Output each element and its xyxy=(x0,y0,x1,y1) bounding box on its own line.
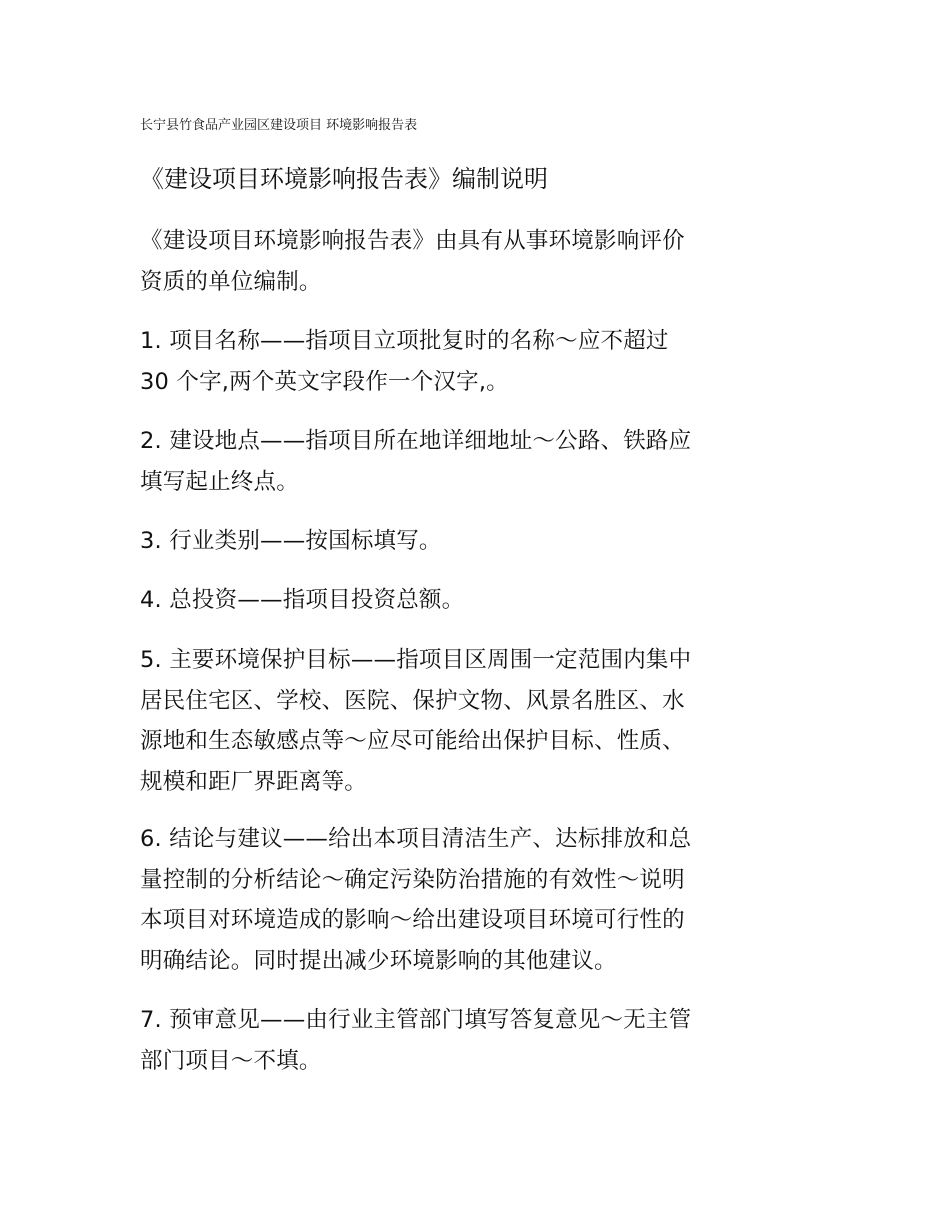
paragraph-line: 3. 行业类别——按国标填写。 xyxy=(140,528,442,554)
paragraph-line: 居民住宅区、学校、医院、保护文物、风景名胜区、水 xyxy=(140,687,685,714)
item-1-paragraph xyxy=(140,321,810,402)
paragraph-line: 明确结论。同时提出减少环境影响的其他建议。 xyxy=(140,947,617,974)
running-header: 长宁县竹食品产业园区建设项目 环境影响报告表 xyxy=(140,118,418,133)
intro-paragraph xyxy=(140,221,810,302)
item-3-paragraph xyxy=(140,521,810,562)
paragraph-line: 本项目对环境造成的影响～给出建设项目环境可行性的 xyxy=(140,907,685,933)
item-2-paragraph xyxy=(140,421,810,502)
item-6-paragraph xyxy=(140,819,810,981)
item-7-paragraph xyxy=(140,1000,810,1081)
paragraph-line: 7. 预审意见——由行业主管部门填写答复意见～无主管 xyxy=(140,1007,692,1033)
paragraph-line: 1. 项目名称——指项目立项批复时的名称～应不超过 xyxy=(140,328,669,354)
paragraph-line: 填写起止终点。 xyxy=(140,468,299,495)
paragraph-line: 源地和生态敏感点等～应尽可能给出保护目标、性质、 xyxy=(140,728,685,754)
paragraph-line: 规模和距厂界距离等。 xyxy=(140,768,368,795)
paragraph-line: 30 个字,两个英文字段作一个汉字,。 xyxy=(140,368,509,395)
paragraph-line: 4. 总投资——指项目投资总额。 xyxy=(140,587,465,613)
paragraph-line: 部门项目～不填。 xyxy=(140,1047,322,1074)
paragraph-line: 资质的单位编制。 xyxy=(140,268,322,295)
paragraph-line: 2. 建设地点——指项目所在地详细地址～公路、铁路应 xyxy=(140,428,692,454)
paragraph-line: 《建设项目环境影响报告表》由具有从事环境影响评价 xyxy=(140,228,685,254)
paragraph-line: 5. 主要环境保护目标——指项目区周围一定范围内集中 xyxy=(140,647,692,673)
item-4-paragraph xyxy=(140,580,810,621)
paragraph-line: 量控制的分析结论～确定污染防治措施的有效性～说明 xyxy=(140,866,685,893)
paragraph-line: 6. 结论与建议——给出本项目清洁生产、达标排放和总 xyxy=(140,826,692,852)
item-5-paragraph xyxy=(140,640,810,802)
section-title: 《建设项目环境影响报告表》编制说明 xyxy=(140,165,548,193)
